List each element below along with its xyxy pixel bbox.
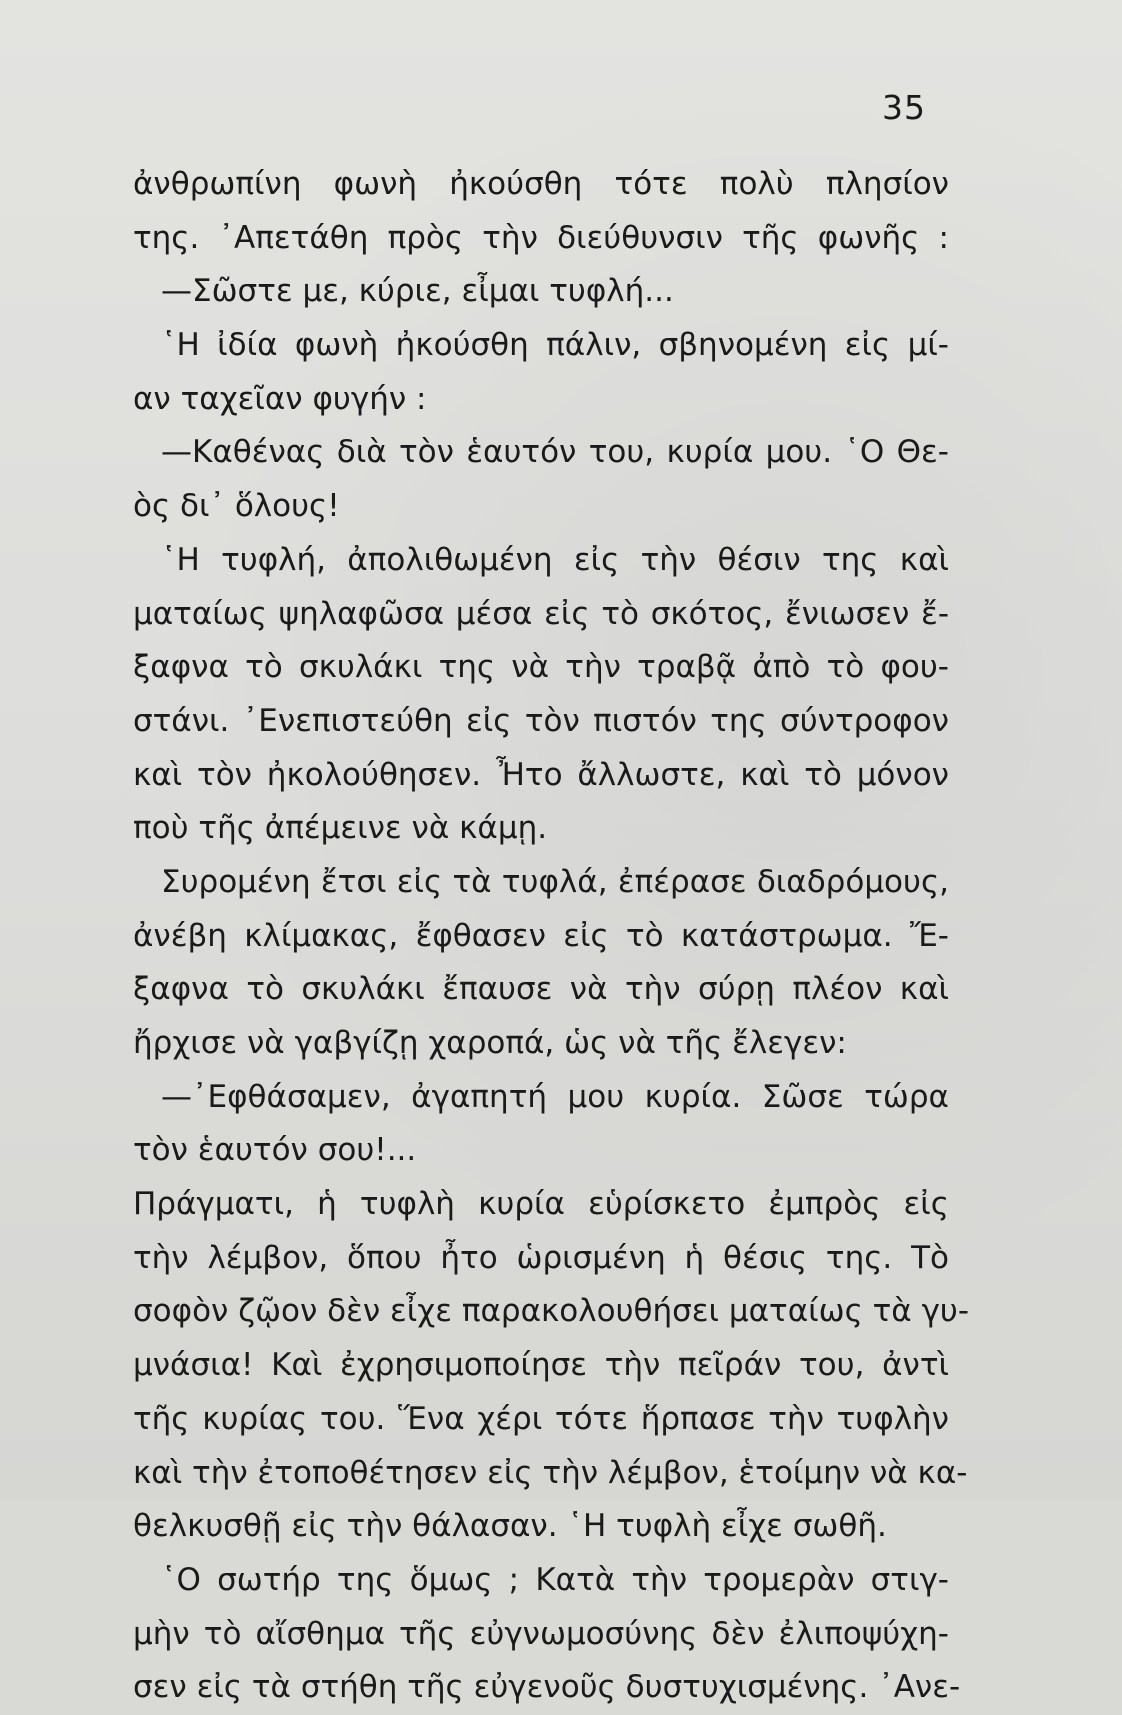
- text-line: ἀνέβη κλίμακας, ἔφθασεν εἰς τὸ κατάστρωμα. Ἔ-: [133, 917, 949, 954]
- text-line: μνάσια! Καὶ ἐχρησιμοποίησε τὴν πεῖράν του, ἀντὶ: [133, 1347, 949, 1384]
- text-line: ξαφνα τὸ σκυλάκι ἔπαυσε νὰ τὴν σύρῃ πλέον καὶ: [133, 971, 949, 1008]
- text-line: ξαφνα τὸ σκυλάκι της νὰ τὴν τραβᾷ ἀπὸ τὸ φου-: [133, 649, 949, 686]
- text-line: της. ᾿Απετάθη πρὸς τὴν διεύθυνσιν τῆς φωνῆς :: [133, 219, 949, 256]
- text-line: ῾Η τυφλή, ἀπολιθωμένη εἰς τὴν θέσιν της καὶ: [161, 541, 949, 578]
- text-line: —᾿Εφθάσαμεν, ἀγαπητή μου κυρία. Σῶσε τώρα: [161, 1078, 949, 1115]
- text-line: —Καθένας διὰ τὸν ἑαυτόν του, κυρία μου. ῾Ο Θε-: [161, 434, 949, 471]
- text-line: Συρομένη ἔτσι εἰς τὰ τυφλά, ἐπέρασε διαδρόμους,: [161, 863, 949, 900]
- body-text: [133, 158, 970, 1715]
- text-line: στάνι. ᾿Ενεπιστεύθη εἰς τὸν πιστόν της σύντροφον: [133, 702, 949, 739]
- text-line: σεν εἰς τὰ στήθη τῆς εὐγενοῦς δυστυχισμένης. ᾿Ανε-: [133, 1669, 961, 1706]
- text-line: ῾Η ἰδία φωνὴ ἠκούσθη πάλιν, σβηνομένη εἰς μί-: [161, 327, 949, 364]
- text-line: αν ταχεῖαν φυγήν :: [133, 380, 427, 417]
- text-line: ῾Ο σωτήρ της ὅμως ; Κατὰ τὴν τρομερὰν στιγ-: [161, 1561, 949, 1598]
- text-line: ὸς δι᾿ ὅλους!: [133, 488, 340, 525]
- text-line: —Σῶστε με, κύριε, εἶμαι τυφλή...: [161, 273, 674, 310]
- text-line: ἀνθρωπίνη φωνὴ ἠκούσθη τότε πολὺ πλησίον: [133, 166, 949, 202]
- text-line: μὴν τὸ αἴσθημα τῆς εὐγνωμοσύνης δὲν ἐλιποψύχη-: [133, 1615, 949, 1652]
- text-line: ποὺ τῆς ἀπέμεινε νὰ κάμῃ.: [133, 810, 548, 847]
- text-line: τῆς κυρίας του. Ἕνα χέρι τότε ἥρπασε τὴν τυφλὴν: [133, 1400, 949, 1437]
- text-line: ματαίως ψηλαφῶσα μέσα εἰς τὸ σκότος, ἔνιωσεν ἔ-: [133, 595, 949, 632]
- text-line: τὸν ἑαυτόν σου!...: [133, 1132, 417, 1169]
- text-line: θελκυσθῇ εἰς τὴν θάλασαν. ῾Η τυφλὴ εἶχε σωθῆ.: [133, 1508, 887, 1545]
- text-line: καὶ τὸν ἠκολούθησεν. Ἦτο ἄλλωστε, καὶ τὸ μόνον: [133, 756, 949, 793]
- page-number: 35: [882, 88, 926, 127]
- text-line: τὴν λέμβον, ὅπου ἦτο ὡρισμένη ἡ θέσις της. Τὸ: [133, 1239, 949, 1276]
- text-line: καὶ τὴν ἐτοποθέτησεν εἰς τὴν λέμβον, ἑτοίμην νὰ κα-: [133, 1454, 968, 1491]
- text-line: σοφὸν ζῷον δὲν εἶχε παρακολουθήσει ματαίως τὰ γυ-: [133, 1293, 970, 1330]
- text-line: ἤρχισε νὰ γαβγίζῃ χαροπά, ὡς νὰ τῆς ἔλεγεν:: [133, 1025, 847, 1061]
- text-line: Πράγματι, ἡ τυφλὴ κυρία εὑρίσκετο ἐμπρὸς εἰς: [133, 1186, 949, 1223]
